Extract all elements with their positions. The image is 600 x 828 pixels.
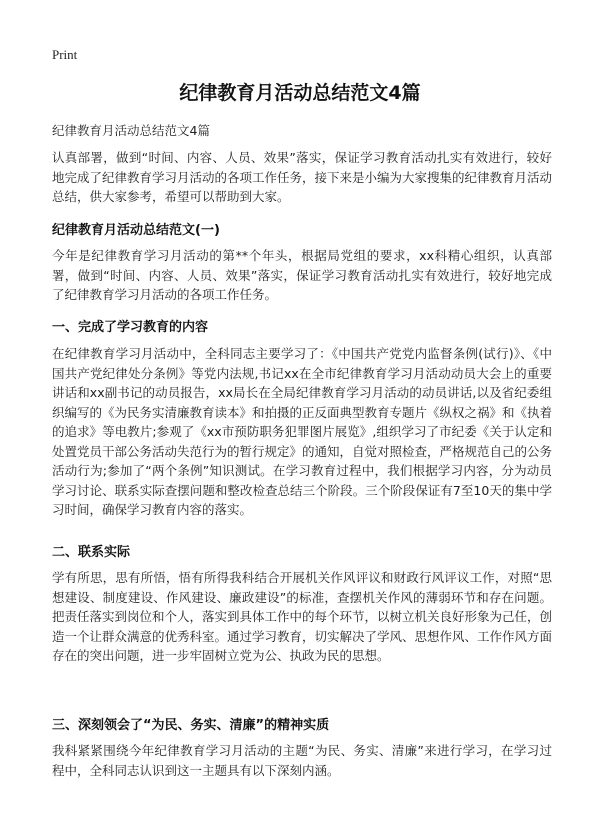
- spirit-paragraph: 我科紧紧围绕今年纪律教育学习月活动的主题“为民、务实、清廉”来进行学习，在学习过程中，全科同志认识到这一主题具有以下深刻内涵。: [52, 743, 552, 778]
- document-subtitle: 纪律教育月活动总结范文4篇: [52, 123, 210, 138]
- intro-paragraph: 认真部署，做到“时间、内容、人员、效果”落实，保证学习教育活动扎实有效进行，较好地完成了纪律教育学习月活动的各项工作任务，接下来是小编为大家搜集的纪律教育月活动总结，供大家参考，希望可以帮助到大家。: [52, 150, 553, 204]
- learning-content-paragraph: 在纪律教育学习月活动中，全科同志主要学习了：《中国共产党党内监督条例(试行)》、《中国共产党纪律处分条例》等党内法规,书记xx在全市纪律教育学习月活动动员大会上的重要讲话和xx副书记的动员报告，xx局长在全局纪律教育学习月活动的动员讲话,以及省纪委组织编写的《为民务实清廉教育读本》和拍摄的正反面典型教育专题片《纵权之祸》和《执着的追求》等电教片;参观了《xx市预防职务犯罪图片展览》,组织学习了市纪委《关于认定和处置党员干部公务活动失范行为的暂行规定》的通知，自觉对照检查，严格规范自己的公务活动行为;参加了“两个条例”知识测试。在学习教育过程中，我们根据学习内容，分为动员学习讨论、联系实际查摆问题和整改检查总结三个阶段。三个阶段保证有7至10天的集中学习时间，确保学习教育内容的落实。: [52, 346, 553, 517]
- heading-spirit: 三、深刻领会了“为民、务实、清廉”的精神实质: [52, 718, 330, 733]
- print-label: Print: [52, 47, 78, 62]
- section-intro-paragraph: 今年是纪律教育学习月活动的第**个年头，根据局党组的要求，xx科精心组织，认真部署，做到“时间、内容、人员、效果”落实，保证学习教育活动扎实有效进行，较好地完成了纪律教育学习月活动的各项工作任务。: [52, 248, 552, 302]
- document-title: 纪律教育月活动总结范文4篇: [179, 82, 421, 104]
- heading-practice: 二、联系实际: [52, 545, 131, 560]
- heading-learning-content: 一、完成了学习教育的内容: [52, 320, 209, 335]
- practice-paragraph: 学有所思，思有所悟，悟有所得我科结合开展机关作风评议和财政行风评议工作，对照“思想建设、制度建设、作风建设、廉政建设”的标准，查摆机关作风的薄弱环节和存在问题。把责任落实到岗位和个人，落实到具体工作中的每个环节，以树立机关良好形象为己任，创造一个让群众满意的优秀科室。通过学习教育，切实解决了学风、思想作风、工作作风方面存在的突出问题，进一步牢固树立党为公、执政为民的思想。: [52, 570, 553, 663]
- section-title: 纪律教育月活动总结范文(一): [52, 223, 220, 238]
